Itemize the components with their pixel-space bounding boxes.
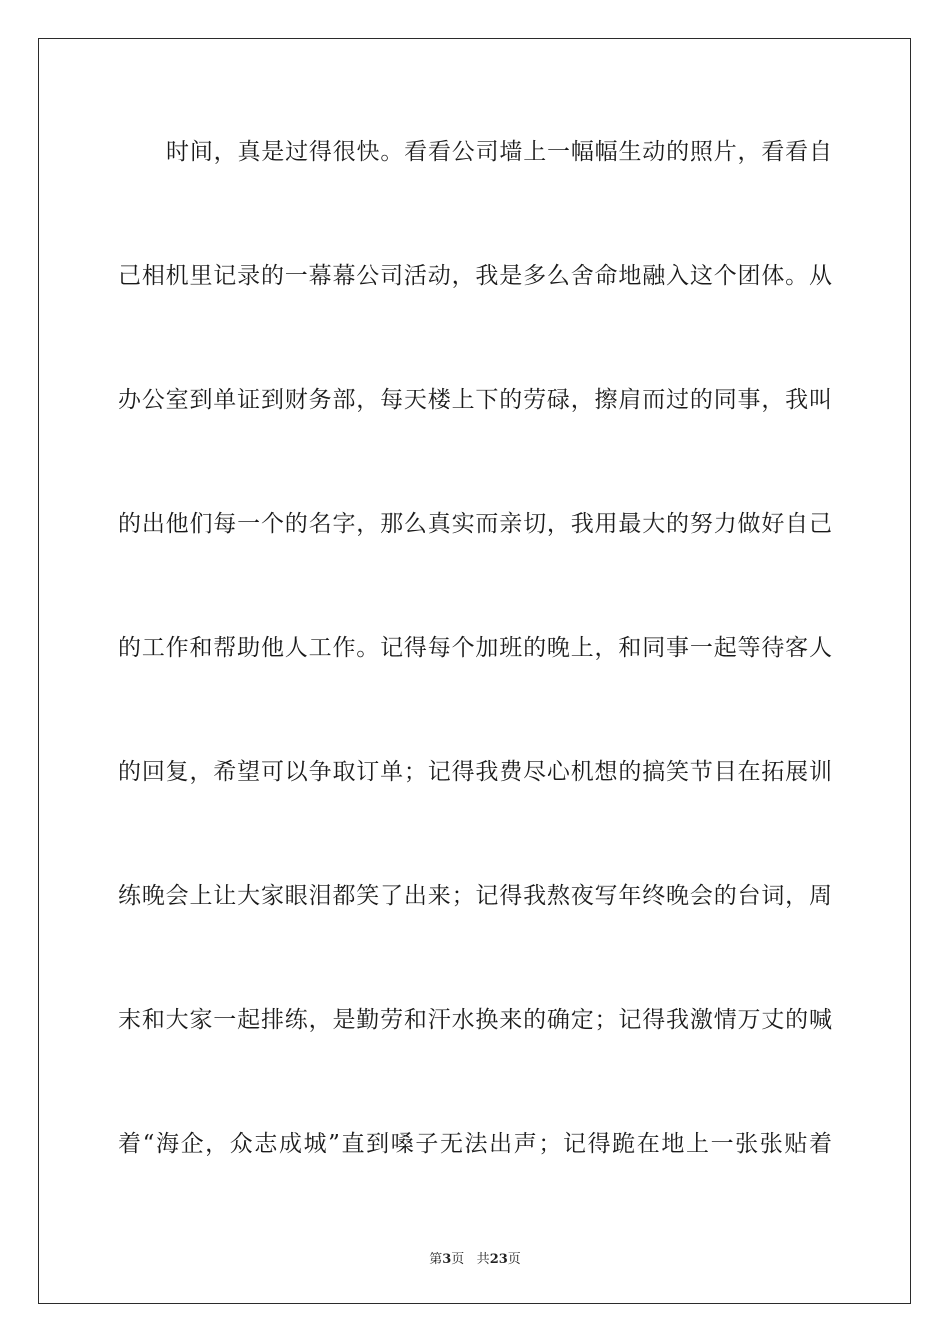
paragraph-line: 的工作和帮助他人工作。记得每个加班的晚上，和同事一起等待客人: [118, 635, 832, 661]
total-pages: 23: [489, 1252, 508, 1267]
paragraph-line: 的回复，希望可以争取订单；记得我费尽心机想的搞笑节目在拓展训: [118, 759, 832, 785]
paragraph-line: 的出他们每一个的名字，那么真实而亲切，我用最大的努力做好自己: [118, 511, 832, 537]
page-number: 3: [442, 1252, 452, 1267]
paragraph-line: 末和大家一起排练，是勤劳和汗水换来的确定；记得我激情万丈的喊: [118, 1007, 832, 1033]
paragraph-line: 着“海企，众志成城”直到嗓子无法出声；记得跪在地上一张张贴着: [118, 1131, 832, 1157]
paragraph-line: 办公室到单证到财务部，每天楼上下的劳碌，擦肩而过的同事，我叫: [118, 387, 832, 413]
paragraph-line: 己相机里记录的一幕幕公司活动，我是多么舍命地融入这个团体。从: [118, 263, 832, 289]
page-suffix: 页: [451, 1252, 465, 1267]
total-suffix: 页: [507, 1252, 521, 1267]
total-prefix: 共: [476, 1252, 490, 1267]
paragraph-line: 时间，真是过得很快。看看公司墙上一幅幅生动的照片，看看自: [166, 139, 832, 165]
page-prefix: 第: [429, 1252, 443, 1267]
paragraph-line: 练晚会上让大家眼泪都笑了出来；记得我熬夜写年终晚会的台词，周: [118, 883, 832, 909]
page-border: [38, 38, 911, 1304]
page-footer: [0, 1248, 950, 1267]
